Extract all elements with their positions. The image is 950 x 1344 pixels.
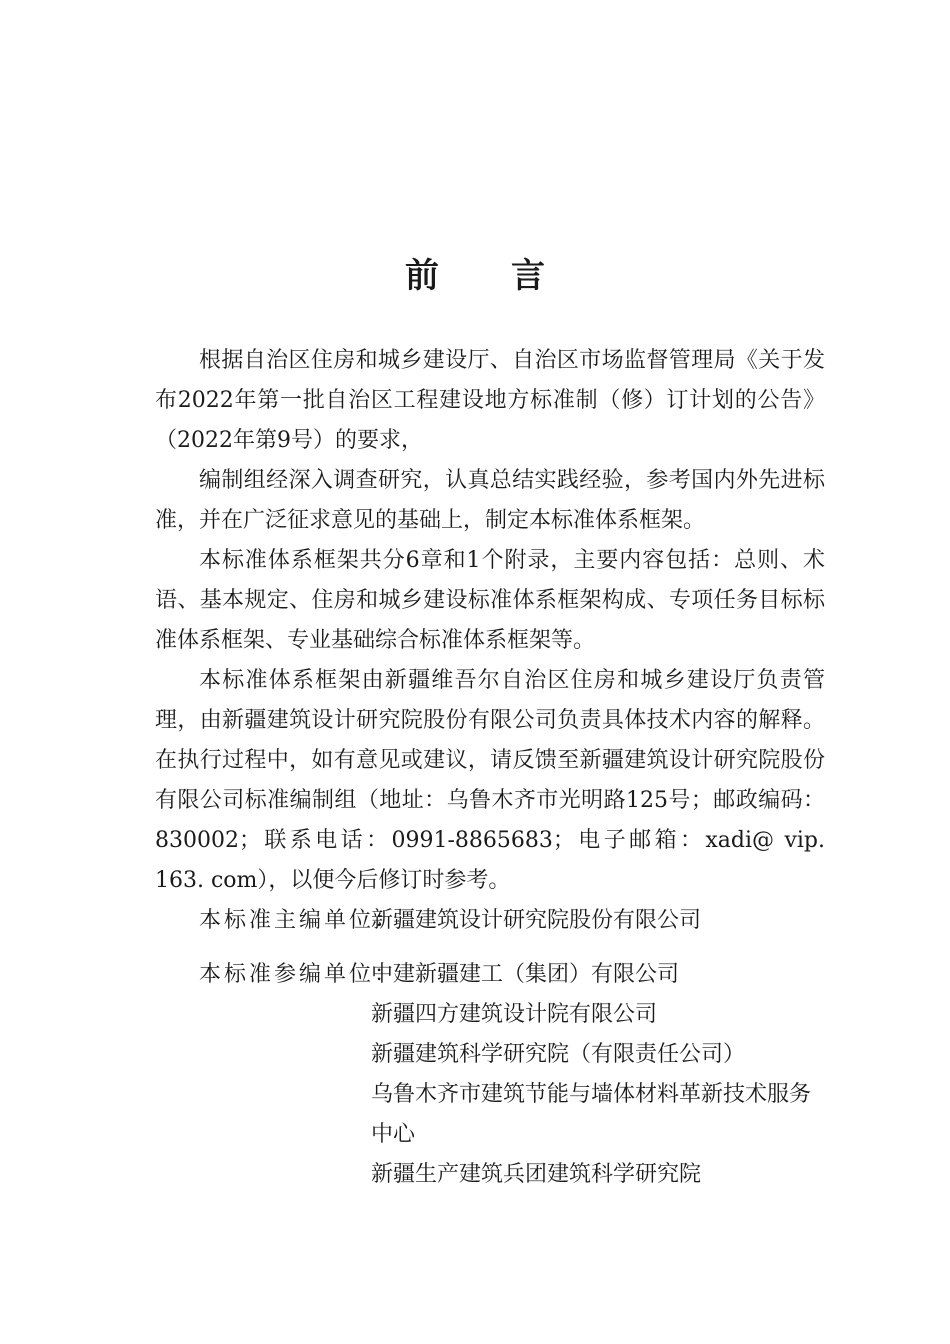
- participating-unit-name: 新疆建筑科学研究院（有限责任公司）: [371, 1042, 746, 1067]
- paragraph-compilation: 编制组经深入调查研究，认真总结实践经验，参考国内外先进标准，并在广泛征求意见的基础上，制定本标准体系框架。: [155, 468, 825, 533]
- paragraph-management: 本标准体系框架由新疆维吾尔自治区住房和城乡建设厅负责管理，由新疆建筑设计研究院股份有限公司负责具体技术内容的解释。在执行过程中，如有意见或建议，请反馈至新疆建筑设计研究院股份有限公司标准编制组（地址：乌鲁木齐市光明路125号；邮政编码：830002；联系电话：0991-8865683；电子邮箱：xadi@ vip. 163. com），以便今后修订时参考。: [155, 668, 825, 893]
- chief-unit-block: [155, 901, 825, 941]
- participating-unit-name: 中建新疆建工（集团）有限公司: [371, 962, 680, 987]
- paragraph-basis: 根据自治区住房和城乡建设厅、自治区市场监督管理局《关于发布2022年第一批自治区工程建设地方标准制（修）订计划的公告》（2022年第9号）的要求，: [155, 348, 825, 453]
- participating-unit-name: 新疆四方建筑设计院有限公司: [371, 1002, 658, 1027]
- chief-unit-name: 新疆建筑设计研究院股份有限公司: [371, 908, 702, 933]
- participating-unit-name: 乌鲁木齐市建筑节能与墙体材料革新技术服务中心: [371, 1082, 812, 1147]
- participating-unit-label: 本标准参编单位：: [199, 962, 400, 987]
- participating-unit-block: [155, 955, 825, 1195]
- paragraph-contents: 本标准体系框架共分6章和1个附录，主要内容包括：总则、术语、基本规定、住房和城乡建设标准体系框架构成、专项任务目标标准体系框架、专业基础综合标准体系框架等。: [155, 548, 825, 653]
- chief-unit-list: [371, 901, 825, 941]
- preface-body: [155, 341, 825, 1195]
- participating-unit-list: [371, 955, 825, 1195]
- chief-unit-label: 本标准主编单位：: [199, 908, 400, 933]
- participating-unit-name: 新疆生产建筑兵团建筑科学研究院: [371, 1162, 702, 1187]
- page-title: 前言: [405, 256, 617, 296]
